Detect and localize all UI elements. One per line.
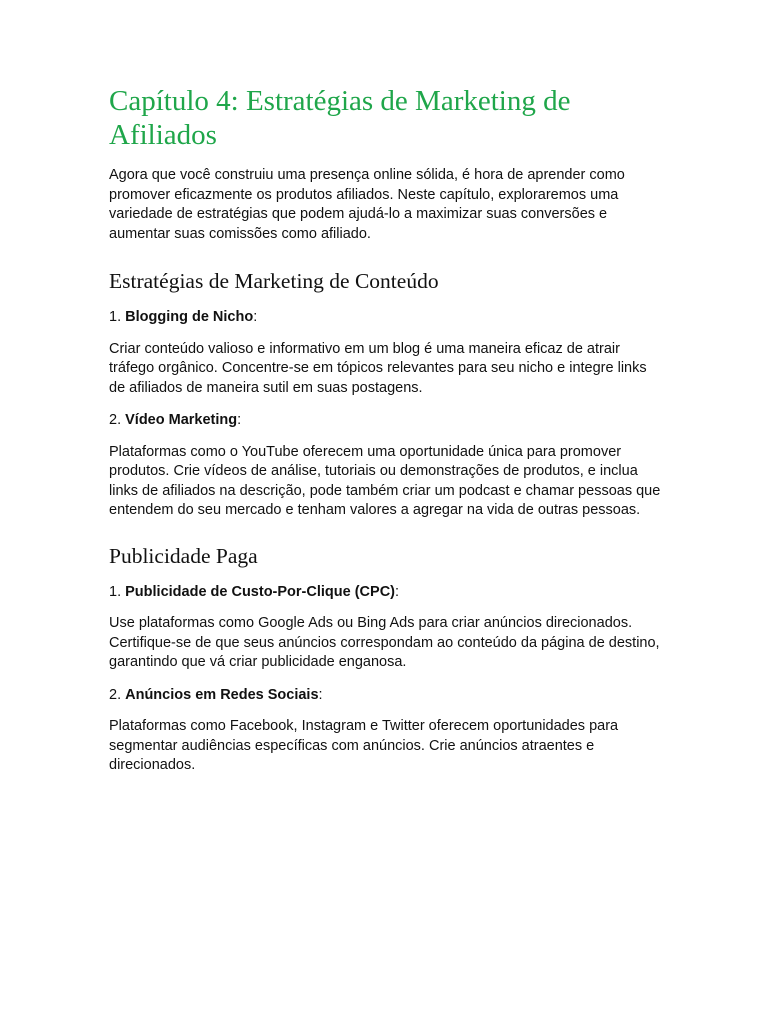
- item-suffix: :: [237, 412, 242, 428]
- item-body-video-marketing: Plataformas como o YouTube oferecem uma oportunidade única para promover produtos. Crie vídeos de análise, tutoriais ou demonstrações de produtos, e inclua links de afiliados na descrição, pode também criar um podcast e chamar pessoas que entendem do seu mercado e tenham valores a agregar na vida de outras pessoas.: [109, 443, 661, 518]
- item-label: Vídeo Marketing: [125, 412, 238, 428]
- section-heading-paid-advertising: Publicidade Paga: [109, 543, 258, 568]
- item-body-cpc: Use plataformas como Google Ads ou Bing Ads para criar anúncios direcionados. Certifique-se de que seus anúncios correspondam ao conteúdo da página de destino, garantindo que vá criar publicidade enganosa.: [109, 615, 660, 670]
- item-heading-video-marketing: [109, 411, 664, 431]
- item-body-niche-blogging: Criar conteúdo valioso e informativo em um blog é uma maneira eficaz de atrair tráfego orgânico. Concentre-se em tópicos relevantes para seu nicho e integre links de afiliados de maneira sutil em suas postagens.: [109, 340, 647, 396]
- item-heading-niche-blogging: [109, 308, 664, 328]
- chapter-title: Capítulo 4: Estratégias de Marketing de Afiliados: [109, 85, 571, 151]
- section-heading-content-marketing: Estratégias de Marketing de Conteúdo: [109, 269, 439, 293]
- item-number: 1.: [109, 309, 122, 325]
- item-number: 2.: [109, 412, 122, 428]
- item-label: Anúncios em Redes Sociais: [125, 686, 319, 703]
- item-label: Blogging de Nicho: [125, 309, 254, 325]
- item-number: 1.: [109, 583, 122, 600]
- item-suffix: :: [395, 583, 400, 600]
- chapter-intro: Agora que você construiu uma presença online sólida, é hora de aprender como promover eficazmente os produtos afiliados. Neste capítulo, exploraremos uma variedade de estratégias que podem ajudá-lo a maximizar suas conversões e aumentar suas comissões como afiliado.: [109, 167, 625, 242]
- item-heading-cpc: [109, 583, 664, 603]
- page-content: [109, 84, 664, 776]
- item-number: 2.: [109, 686, 122, 703]
- item-label: Publicidade de Custo-Por-Clique (CPC): [125, 583, 395, 600]
- item-suffix: :: [253, 309, 258, 325]
- item-heading-social-ads: [109, 686, 664, 706]
- item-body-social-ads: Plataformas como Facebook, Instagram e Twitter oferecem oportunidades para segmentar audiências específicas com anúncios. Crie anúncios atraentes e direcionados.: [109, 718, 619, 773]
- item-suffix: :: [318, 686, 323, 703]
